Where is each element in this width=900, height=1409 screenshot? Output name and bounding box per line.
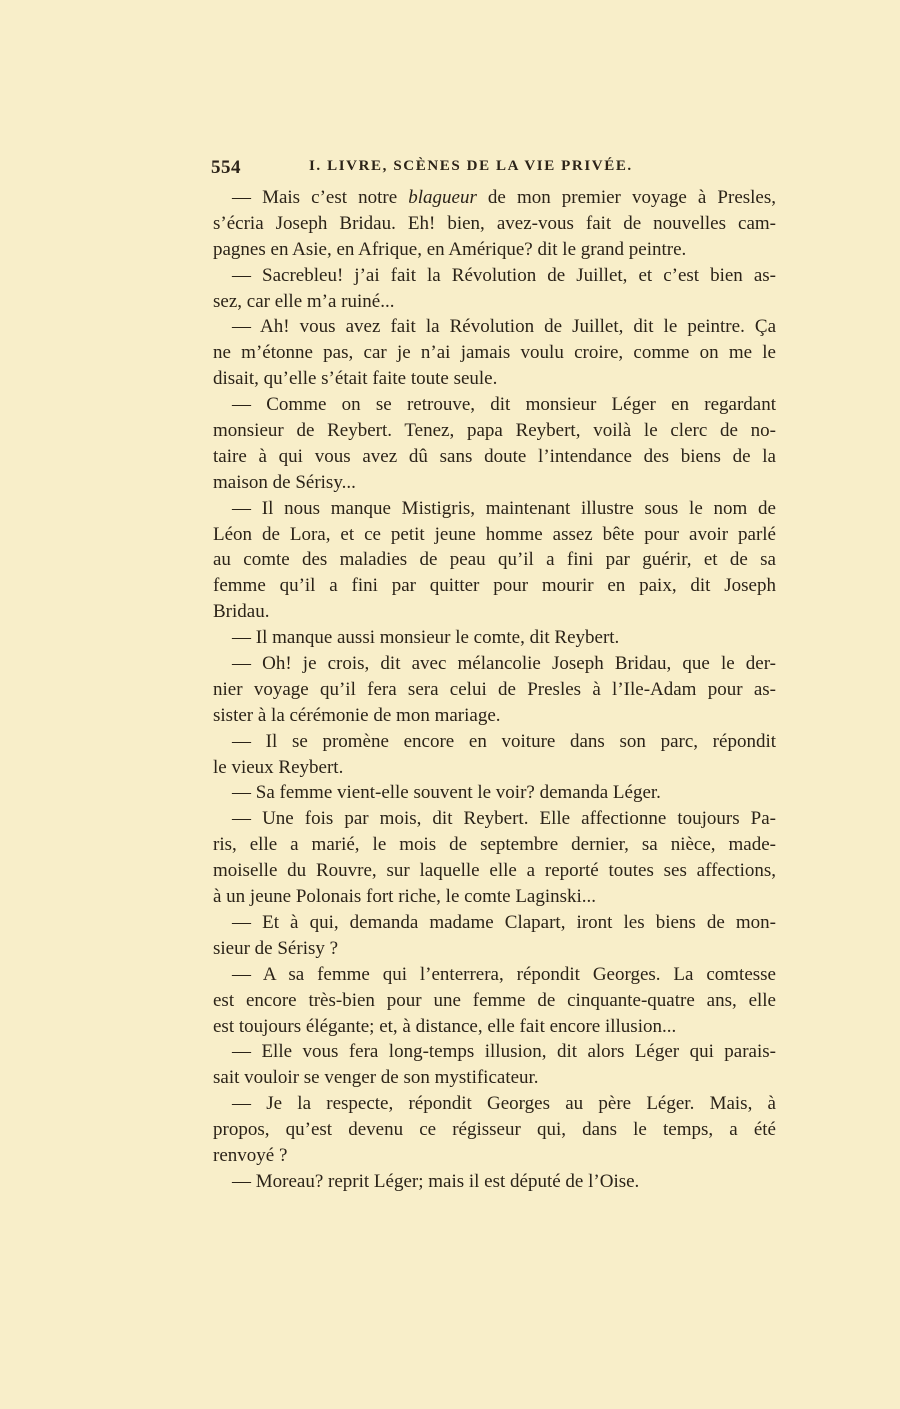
text-line: sez, car elle m’a ruiné...: [213, 290, 395, 312]
text-line: à un jeune Polonais fort riche, le comte Laginski...: [213, 886, 597, 908]
text-line: s’écria Joseph Bridau. Eh! bien, avez-vous fait de nouvelles cam-: [213, 212, 776, 234]
text-line: — Elle vous fera long-temps illusion, dit alors Léger qui parais-: [232, 1041, 776, 1063]
italic-word: blagueur: [408, 187, 477, 208]
text-line: — Sa femme vient-elle souvent le voir? demanda Léger.: [232, 782, 661, 804]
text-segment: de mon premier voyage à Presles,: [476, 187, 776, 208]
text-line: femme qu’il a fini par quitter pour mourir en paix, dit Joseph: [213, 575, 776, 597]
text-line: [213, 185, 776, 211]
page-number: 554: [211, 157, 241, 178]
text-line: sieur de Sérisy ?: [213, 937, 339, 959]
text-line: sister à la cérémonie de mon mariage.: [213, 704, 501, 726]
text-line: renvoyé ?: [213, 1144, 288, 1166]
text-line: le vieux Reybert.: [213, 756, 344, 778]
text-line: — Je la respecte, répondit Georges au père Léger. Mais, à: [232, 1093, 776, 1115]
text-line: — Moreau? reprit Léger; mais il est député de l’Oise.: [232, 1170, 640, 1192]
text-line: — Il manque aussi monsieur le comte, dit Reybert.: [232, 627, 620, 649]
text-line: — Oh! je crois, dit avec mélancolie Joseph Bridau, que le der-: [232, 653, 776, 675]
text-line: Léon de Lora, et ce petit jeune homme assez bête pour avoir parlé: [213, 523, 776, 545]
body-text: [213, 185, 776, 1195]
text-line: monsieur de Reybert. Tenez, papa Reybert, voilà le clerc de no-: [213, 420, 776, 442]
text-line: — Il se promène encore en voiture dans son parc, répondit: [232, 730, 776, 752]
text-line: propos, qu’est devenu ce régisseur qui, dans le temps, a été: [213, 1119, 776, 1141]
text-line: est encore très-bien pour une femme de cinquante-quatre ans, elle: [213, 989, 776, 1011]
text-line: — A sa femme qui l’enterrera, répondit Georges. La comtesse: [232, 963, 776, 985]
text-line: moiselle du Rouvre, sur laquelle elle a reporté toutes ses affections,: [213, 860, 776, 882]
text-line: ris, elle a marié, le mois de septembre dernier, sa nièce, made-: [213, 834, 776, 856]
text-line: — Ah! vous avez fait la Révolution de Juillet, dit le peintre. Ça: [232, 316, 776, 338]
text-line: disait, qu’elle s’était faite toute seule.: [213, 368, 498, 390]
text-line: est toujours élégante; et, à distance, elle fait encore illusion...: [213, 1015, 677, 1037]
text-line: maison de Sérisy...: [213, 471, 356, 493]
text-line: — Comme on se retrouve, dit monsieur Léger en regardant: [232, 394, 776, 416]
text-line: — Une fois par mois, dit Reybert. Elle affectionne toujours Pa-: [232, 808, 776, 830]
text-line: — Il nous manque Mistigris, maintenant illustre sous le nom de: [232, 497, 776, 519]
text-line: nier voyage qu’il fera sera celui de Presles à l’Ile-Adam pour as-: [213, 678, 776, 700]
running-head: I. LIVRE, SCÈNES DE LA VIE PRIVÉE.: [309, 158, 633, 174]
text-segment: — Mais c’est notre: [232, 187, 409, 208]
text-line: pagnes en Asie, en Afrique, en Amérique? dit le grand peintre.: [213, 238, 687, 260]
text-line: Bridau.: [213, 601, 270, 623]
text-line: sait vouloir se venger de son mystificateur.: [213, 1067, 539, 1089]
text-line: taire à qui vous avez dû sans doute l’intendance des biens de la: [213, 445, 776, 467]
text-line: — Sacrebleu! j’ai fait la Révolution de Juillet, et c’est bien as-: [232, 264, 776, 286]
text-line: — Et à qui, demanda madame Clapart, iront les biens de mon-: [232, 911, 776, 933]
text-line: au comte des maladies de peau qu’il a fini par guérir, et de sa: [213, 549, 776, 571]
text-line: ne m’étonne pas, car je n’ai jamais voulu croire, comme on me le: [213, 342, 776, 364]
page-header: [211, 157, 777, 183]
